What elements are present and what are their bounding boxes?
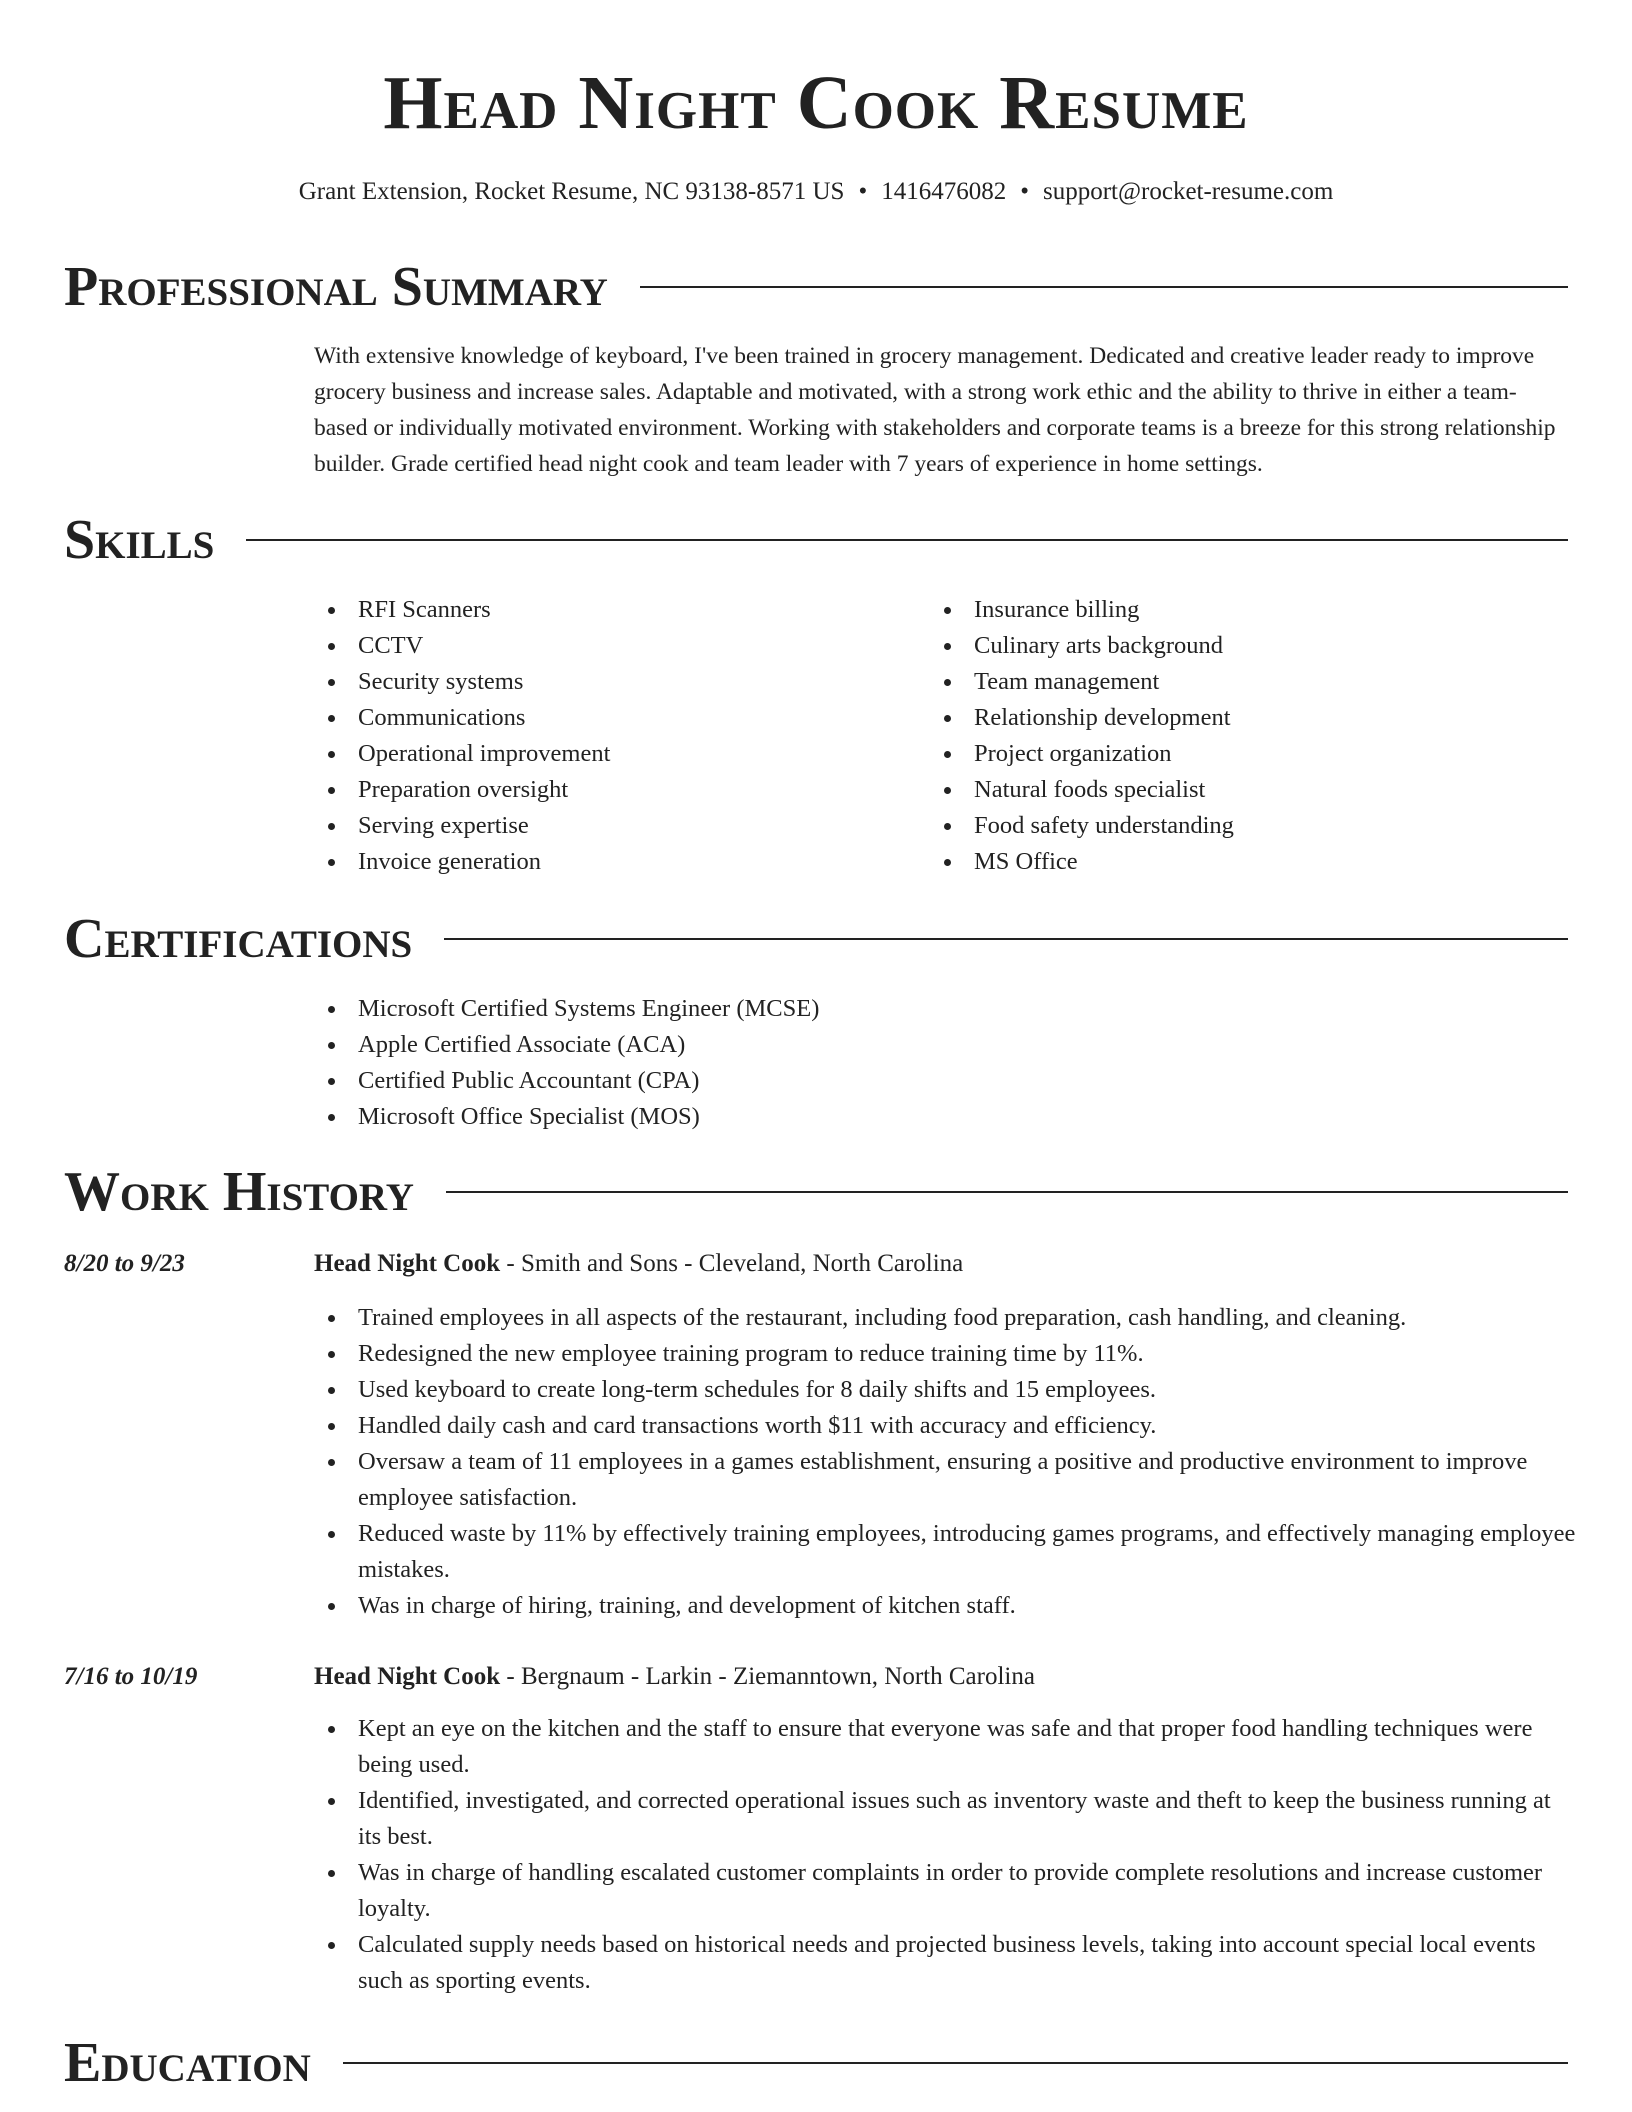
job-heading: [314, 1246, 963, 1282]
section-title: Certifications: [64, 908, 413, 970]
job-bullet: Kept an eye on the kitchen and the staff to ensure that everyone was safe and that proper food handling techniques were being used.: [314, 1711, 1576, 1783]
job-bullet: Was in charge of handling escalated customer complaints in order to provide complete resolutions and increase customer loyalty.: [314, 1855, 1576, 1927]
section-divider: [246, 539, 1568, 541]
section-divider: [446, 1191, 1568, 1193]
section-header-education: [64, 2031, 1568, 2095]
section-header-summary: [64, 255, 1568, 319]
job-bullet: Was in charge of hiring, training, and development of kitchen staff.: [314, 1588, 1576, 1624]
section-header-work-history: [64, 1160, 1568, 1224]
job-bullet: Redesigned the new employee training program to reduce training time by 11%.: [314, 1336, 1576, 1372]
separator: •: [858, 178, 868, 205]
skill-item: Team management: [930, 664, 1530, 700]
job-employer: - Bergnaum - Larkin - Ziemanntown, North Carolina: [500, 1663, 1035, 1690]
section-divider: [444, 938, 1568, 940]
job-employer: - Smith and Sons - Cleveland, North Carolina: [500, 1250, 964, 1277]
skill-item: MS Office: [930, 844, 1530, 880]
address: Grant Extension, Rocket Resume, NC 93138-8571 US: [298, 178, 845, 205]
section-divider: [640, 286, 1568, 288]
skill-item: Preparation oversight: [314, 772, 914, 808]
skill-item: Relationship development: [930, 700, 1530, 736]
skill-item: Operational improvement: [314, 736, 914, 772]
job-bullets: [314, 1300, 1576, 1624]
separator: •: [1020, 178, 1029, 205]
section-title: Skills: [64, 509, 215, 571]
skill-item: Project organization: [930, 736, 1530, 772]
skill-item: Communications: [314, 700, 914, 736]
skill-item: Security systems: [314, 664, 914, 700]
contact-line: [0, 176, 1632, 208]
summary-text: With extensive knowledge of keyboard, I've been trained in grocery management. Dedicated and creative leader ready to improve grocery business and increase sales. Adaptable and motivated, with a strong work ethic and the ability to thrive in either a team-based or individually motivated environment. Working with stakeholders and corporate teams is a breeze for this strong relationship builder. Grade certified head night cook and team leader with 7 years of experience in home settings.: [314, 343, 1556, 477]
certification-item: Certified Public Accountant (CPA): [314, 1063, 1314, 1099]
job-bullet: Reduced waste by 11% by effectively training employees, introducing games programs, and effectively managing employee mistakes.: [314, 1516, 1576, 1588]
certification-item: Apple Certified Associate (ACA): [314, 1027, 1314, 1063]
section-header-skills: [64, 508, 1568, 572]
certification-item: Microsoft Certified Systems Engineer (MCSE): [314, 991, 1314, 1027]
skill-item: Serving expertise: [314, 808, 914, 844]
section-title: Professional Summary: [64, 256, 608, 318]
section-divider: [343, 2062, 1568, 2064]
job-bullet: Oversaw a team of 11 employees in a games establishment, ensuring a positive and productive environment to improve employee satisfaction.: [314, 1444, 1576, 1516]
skill-item: Food safety understanding: [930, 808, 1530, 844]
job-bullet: Used keyboard to create long-term schedules for 8 daily shifts and 15 employees.: [314, 1372, 1576, 1408]
skill-item: Natural foods specialist: [930, 772, 1530, 808]
job-heading: [314, 1659, 1035, 1695]
job-dates: 7/16 to 10/19: [64, 1663, 198, 1690]
certifications-list: [314, 991, 1314, 1135]
job-bullet: Identified, investigated, and corrected operational issues such as inventory waste and theft to keep the business running at its best.: [314, 1783, 1576, 1855]
job-bullet: Handled daily cash and card transactions worth $11 with accuracy and efficiency.: [314, 1408, 1576, 1444]
phone: 1416476082: [881, 178, 1007, 205]
skill-item: Invoice generation: [314, 844, 914, 880]
section-header-certifications: [64, 907, 1568, 971]
section-title: Work History: [64, 1161, 414, 1223]
job-dates: 8/20 to 9/23: [64, 1250, 185, 1277]
skill-item: RFI Scanners: [314, 592, 914, 628]
skill-item: Insurance billing: [930, 592, 1530, 628]
section-title: Education: [64, 2032, 311, 2094]
skill-item: Culinary arts background: [930, 628, 1530, 664]
job-bullet: Calculated supply needs based on historical needs and projected business levels, taking into account special local events such as sporting events.: [314, 1927, 1576, 1999]
skills-list-right: [930, 592, 1530, 880]
skills-list-left: [314, 592, 914, 880]
job-bullet: Trained employees in all aspects of the restaurant, including food preparation, cash handling, and cleaning.: [314, 1300, 1576, 1336]
skill-item: CCTV: [314, 628, 914, 664]
certification-item: Microsoft Office Specialist (MOS): [314, 1099, 1314, 1135]
resume-title: Head Night Cook Resume: [383, 61, 1249, 145]
job-title: Head Night Cook: [314, 1663, 501, 1690]
job-bullets: [314, 1711, 1576, 1999]
email: support@rocket-resume.com: [1043, 178, 1334, 205]
job-title: Head Night Cook: [314, 1250, 501, 1277]
